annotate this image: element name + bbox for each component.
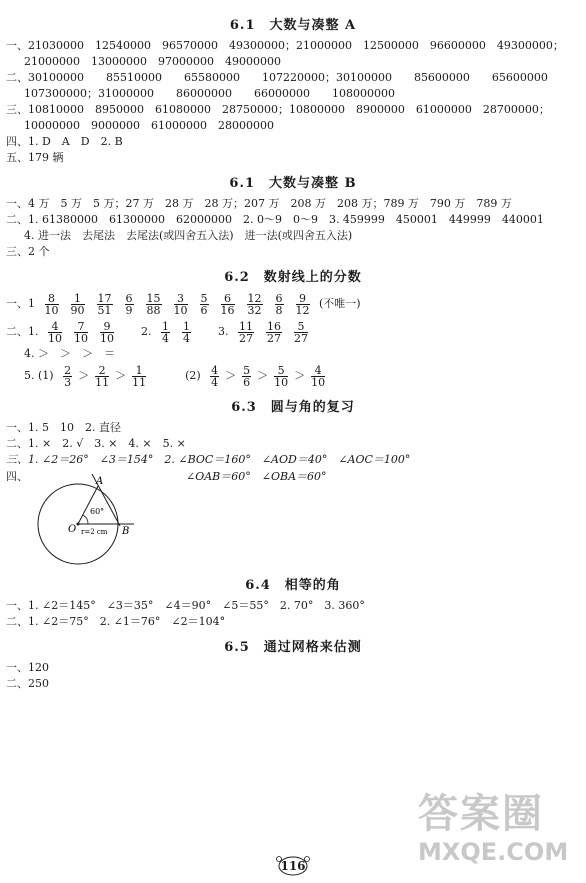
fraction	[274, 365, 288, 388]
q-label: 二、1.	[6, 325, 39, 338]
fraction	[210, 365, 219, 388]
answer-line: 三、10810000 8950000 61080000 28750000；10800000 8900000 61000000 28700000；	[6, 103, 550, 116]
section-title-6-3: 6.3 圆与角的复习	[231, 400, 355, 415]
q-label: (2)	[185, 369, 201, 382]
answer-line: 一、120	[6, 661, 49, 674]
numerator: 1	[162, 319, 169, 333]
denominator: 90	[70, 303, 85, 317]
angle-arc	[83, 515, 88, 524]
denominator: 10	[74, 331, 88, 345]
answer-page	[6, 8, 580, 692]
answer-line: 21000000 13000000 97000000 49000000	[24, 55, 281, 68]
fraction-group	[232, 319, 314, 345]
fraction	[182, 321, 191, 344]
fraction	[266, 321, 282, 344]
q-label: 一、1	[6, 297, 35, 310]
answer-line: 一、1. ∠2＝145° ∠3＝35° ∠4＝90° ∠5＝55° 2. 70° 3. 360°	[6, 599, 365, 612]
fraction	[200, 293, 209, 316]
numerator: 12	[247, 291, 262, 305]
numerator: 1	[183, 319, 190, 333]
numerator: 17	[97, 291, 112, 305]
denominator: 51	[97, 303, 112, 317]
denominator: 88	[146, 303, 161, 317]
fraction	[238, 321, 254, 344]
numerator: 4	[48, 321, 62, 333]
denominator: 27	[239, 331, 253, 345]
fraction-line-q5	[6, 362, 580, 390]
numerator: 6	[221, 293, 235, 305]
denominator: 11	[132, 375, 147, 389]
denominator: 11	[95, 375, 110, 389]
fraction	[132, 365, 146, 388]
answer-line: 10000000 9000000 61000000 28000000	[24, 119, 274, 132]
denominator: 27	[267, 331, 281, 345]
label-o: O	[68, 524, 77, 535]
answer-line: 三、1. ∠2＝26° ∠3＝154° 2. ∠BOC＝160° ∠AOD＝40° ∠AOC＝100°	[6, 453, 411, 466]
fraction-group	[42, 319, 120, 345]
fraction-line-q1	[6, 290, 580, 318]
numerator: 11	[239, 319, 253, 333]
q-note: (不唯一)	[319, 297, 361, 310]
numerator: 2	[95, 365, 109, 377]
label-a: A	[96, 476, 104, 487]
fraction	[100, 321, 114, 344]
answer-line: 二、1. ∠2＝75° 2. ∠1＝76° ∠2＝104°	[6, 615, 226, 628]
fraction	[221, 293, 235, 316]
fraction-group	[39, 291, 316, 317]
numerator: 6	[275, 291, 283, 305]
answer-line: 一、4 万 5 万 5 万；27 万 28 万 28 万；207 万 208 万 208 万；789 万 790 万 789 万	[6, 197, 512, 210]
numerator: 5	[294, 321, 308, 333]
denominator: 4	[211, 375, 219, 389]
fraction	[294, 321, 308, 344]
answer-line: 二、1. × 2. √ 3. × 4. × 5. ×	[6, 437, 186, 450]
denominator: 6	[243, 375, 251, 389]
answer-line: 二、250	[6, 677, 49, 690]
page-number	[270, 855, 316, 877]
numerator: 9	[296, 293, 310, 305]
numerator: 1	[132, 365, 146, 377]
watermark-cn: 答案圈	[418, 791, 544, 837]
circle-angle-diagram	[26, 474, 156, 566]
fraction-line-q2	[6, 318, 580, 346]
fraction-chain	[204, 363, 331, 389]
numerator: 4	[311, 365, 325, 377]
numerator: 5	[243, 363, 251, 377]
numerator: 6	[125, 291, 133, 305]
greater-than-sign: ＞	[294, 369, 306, 382]
denominator: 9	[125, 303, 133, 317]
denominator: 10	[311, 375, 326, 389]
answer-line: 二、30100000 85510000 65580000 107220000；30100000 85600000 65600000	[6, 71, 548, 84]
answer-line: 一、1. 5 10 2. 直径	[6, 421, 121, 434]
denominator: 3	[64, 375, 72, 389]
radius-label: r=2 cm	[81, 528, 108, 536]
denominator: 10	[44, 303, 59, 317]
fraction	[74, 321, 88, 344]
q-label: 3.	[218, 325, 229, 338]
denominator: 4	[183, 331, 190, 345]
numerator: 8	[45, 293, 59, 305]
fraction-group	[155, 319, 197, 345]
fraction	[95, 365, 109, 388]
numerator: 5	[200, 291, 208, 305]
circle-figure-row	[6, 468, 580, 568]
fraction-chain	[57, 363, 152, 389]
fraction	[97, 293, 113, 316]
angle-label: 60°	[90, 507, 105, 516]
denominator: 10	[100, 331, 114, 345]
greater-than-sign: ＞	[115, 369, 127, 382]
answer-line: 二、1. 61380000 61300000 62000000 2. 0～9 0～9 3. 459999 450001 449999 440001	[6, 213, 544, 226]
section-title-6-1-a: 6.1 大数与凑整 A	[229, 18, 357, 33]
fraction	[275, 293, 284, 316]
center-point	[77, 523, 80, 526]
fraction	[161, 321, 170, 344]
denominator: 12	[295, 303, 310, 317]
fraction	[45, 293, 59, 316]
section-title-6-2: 6.2 数射线上的分数	[224, 270, 362, 285]
greater-than-sign: ＞	[225, 369, 237, 382]
q-label: 四、	[6, 470, 28, 483]
watermark-url: MXQE.COM	[418, 838, 569, 866]
denominator: 10	[173, 303, 188, 317]
fraction	[247, 293, 263, 316]
fraction	[174, 293, 188, 316]
greater-than-sign: ＞	[78, 369, 90, 382]
section-title-6-5: 6.5 通过网格来估测	[224, 640, 362, 655]
denominator: 10	[274, 375, 289, 389]
fraction	[71, 293, 85, 316]
greater-than-sign: ＞	[257, 369, 269, 382]
numerator: 3	[174, 293, 188, 305]
answer-line: 四、1. D A D 2. B	[6, 135, 123, 148]
answer-line: 4. 进一法 去尾法 去尾法(或四舍五入法) 进一法(或四舍五入法)	[24, 229, 353, 242]
fraction	[146, 293, 162, 316]
fraction	[48, 321, 62, 344]
page-number-text: 116	[280, 859, 306, 873]
radius-oa	[78, 486, 98, 524]
fraction	[63, 365, 72, 388]
numerator: 4	[211, 363, 219, 377]
fraction	[311, 365, 325, 388]
fraction	[125, 293, 134, 316]
denominator: 32	[247, 303, 262, 317]
numerator: 9	[100, 321, 114, 333]
section-title-6-1-b: 6.1 大数与凑整 B	[229, 176, 357, 191]
numerator: 15	[146, 291, 161, 305]
q-label: 2.	[141, 325, 152, 338]
denominator: 4	[162, 331, 169, 345]
answer-line: 五、179 辆	[6, 151, 64, 164]
label-b: B	[122, 526, 130, 537]
denominator: 16	[220, 303, 235, 317]
fraction	[296, 293, 310, 316]
answer-line: 107300000；31000000 86000000 66000000 108000000	[24, 87, 395, 100]
answer-line: 一、21030000 12540000 96570000 49300000；21000000 12500000 96600000 49300000；	[6, 39, 564, 52]
numerator: 7	[74, 321, 88, 333]
denominator: 10	[48, 331, 62, 345]
numerator: 1	[71, 293, 85, 305]
denominator: 27	[294, 331, 308, 345]
answer-line: 4. ＞ ＞ ＞ ＝	[24, 347, 115, 360]
section-title-6-4: 6.4 相等的角	[245, 578, 341, 593]
answer-line: 三、2 个	[6, 245, 50, 258]
numerator: 2	[64, 363, 72, 377]
watermark	[418, 790, 578, 880]
numerator: 16	[267, 319, 281, 333]
denominator: 6	[200, 303, 208, 317]
angle-answer: ∠OAB＝60° ∠OBA＝60°	[186, 470, 327, 483]
numerator: 5	[274, 365, 288, 377]
denominator: 8	[275, 303, 283, 317]
fraction	[242, 365, 251, 388]
q-label: 5. (1)	[24, 369, 54, 382]
